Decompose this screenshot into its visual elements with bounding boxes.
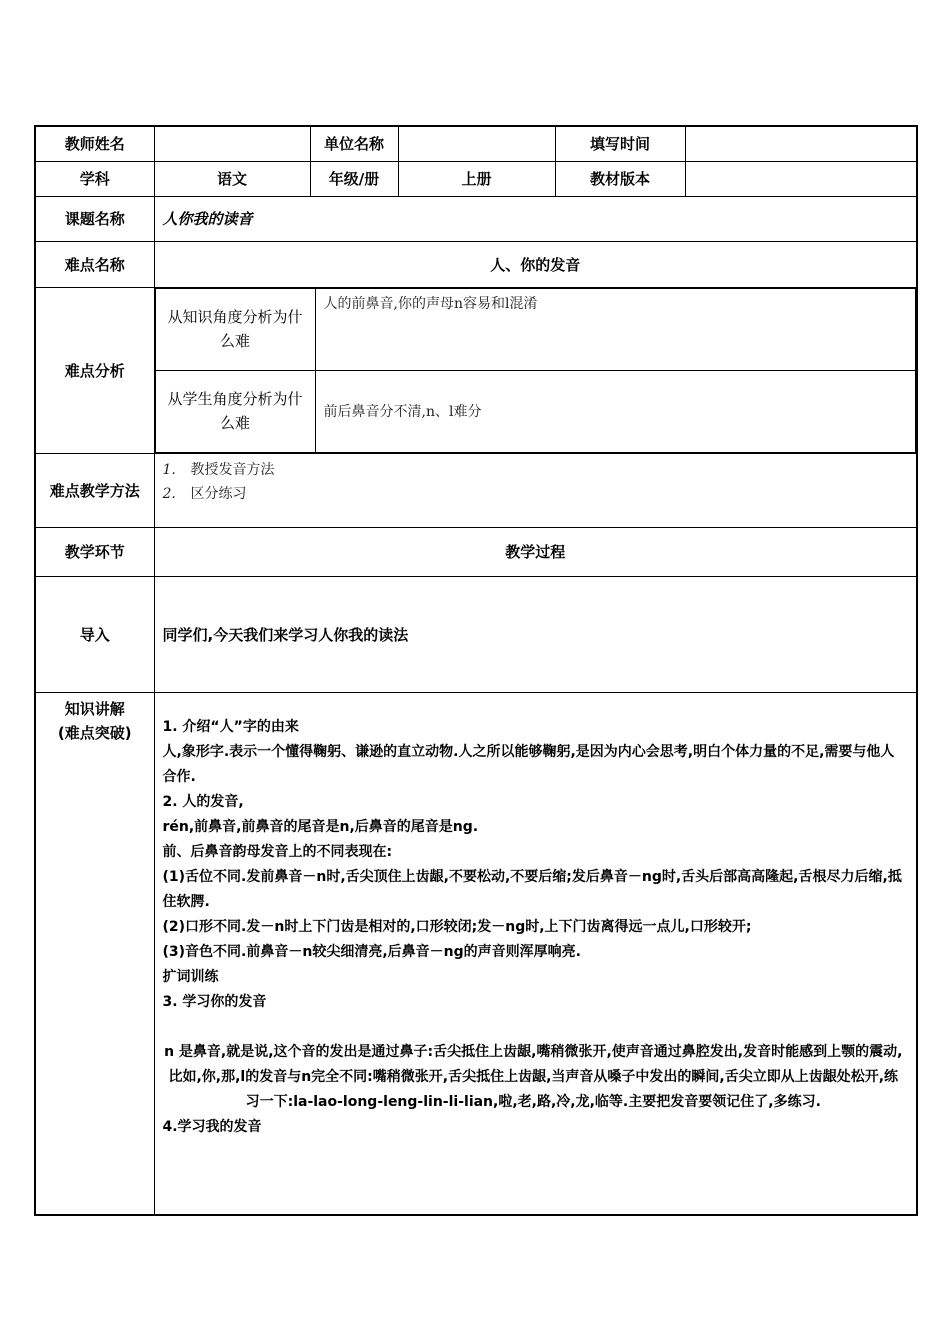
lesson-plan-page: [34, 125, 916, 1216]
edition-label: 教材版本: [555, 161, 685, 196]
subject-value: 语文: [154, 161, 310, 196]
analysis-label: 难点分析: [35, 287, 154, 453]
lecture-line: 前、后鼻音韵母发音上的不同表现在:: [162, 843, 393, 860]
lecture-last-line: 4.学习我的发音: [162, 1118, 262, 1135]
header-row-2: [35, 161, 917, 196]
date-label: 填写时间: [555, 126, 685, 161]
lecture-content: [155, 693, 917, 1150]
lecture-row: [35, 692, 917, 1215]
analysis-row: [35, 287, 917, 453]
method-row: [35, 453, 917, 527]
knowledge-analysis-label: 从知识角度分析为什么难: [155, 288, 315, 370]
difficulty-row: [35, 241, 917, 287]
unit-value: [398, 126, 555, 161]
lecture-line: 3. 学习你的发音: [162, 993, 267, 1010]
method-item: 1. 教授发音方法: [162, 461, 275, 478]
edition-value: [685, 161, 917, 196]
intro-label: 导入: [35, 576, 154, 692]
lecture-line: 人,象形字.表示一个懂得鞠躬、谦逊的直立动物.人之所以能够鞠躬,是因为内心会思考,明白个体力量的不足,需要与他人合作.: [162, 743, 895, 785]
process-header: 教学过程: [154, 527, 917, 576]
method-item: 2. 区分练习: [162, 485, 247, 502]
header-row-1: [35, 126, 917, 161]
intro-text: 同学们,今天我们来学习人你我的读法: [154, 576, 917, 692]
topic-value: 人你我的读音: [154, 196, 917, 241]
difficulty-value: 人、你的发音: [154, 241, 917, 287]
method-list: [155, 454, 917, 506]
lecture-line: rén,前鼻音,前鼻音的尾音是n,后鼻音的尾音是ng.: [162, 818, 479, 835]
subject-label: 学科: [35, 161, 154, 196]
student-analysis-label: 从学生角度分析为什么难: [155, 370, 315, 452]
spacer: [163, 1015, 905, 1040]
unit-label: 单位名称: [310, 126, 398, 161]
teacher-label: 教师姓名: [35, 126, 154, 161]
stage-header: 教学环节: [35, 527, 154, 576]
lecture-line: (1)舌位不同.发前鼻音－n时,舌尖顶住上齿龈,不要松动,不要后缩;发后鼻音－ng时,舌头后部高高隆起,舌根尽力后缩,抵住软腭.: [162, 868, 902, 910]
knowledge-analysis-value: 人的前鼻音,你的声母n容易和l混淆: [315, 288, 916, 370]
grade-label: 年级/册: [310, 161, 398, 196]
lecture-line: 扩词训练: [162, 968, 219, 985]
topic-row: [35, 196, 917, 241]
intro-row: [35, 576, 917, 692]
lecture-line: 2. 人的发音,: [162, 793, 244, 810]
difficulty-label: 难点名称: [35, 241, 154, 287]
method-label: 难点教学方法: [35, 453, 154, 527]
analysis-subtable: [155, 288, 917, 453]
lecture-line: (2)口形不同.发－n时上下门齿是相对的,口形较闭;发－ng时,上下门齿离得远一点儿,口形较开;: [162, 918, 752, 935]
n-pronunciation-paragraph: n 是鼻音,就是说,这个音的发出是通过鼻子:舌尖抵住上齿龈,嘴稍微张开,使声音通过鼻腔发出,发音时能感到上颚的震动,比如,你,那,l的发音与n完全不同:嘴稍微张开,舌尖抵住上齿龈,当声音从嗓子中发出的瞬间,舌尖立即从上齿龈处松开,练习一下:la-lao-long-leng-lin-li-lian,啦,老,路,冷,龙,临等.主要把发音要领记住了,多练习.: [164, 1043, 903, 1110]
lecture-label-line2: (难点突破): [57, 723, 132, 742]
lecture-line: (3)音色不同.前鼻音－n较尖细清亮,后鼻音－ng的声音则浑厚响亮.: [162, 943, 581, 960]
teacher-value: [154, 126, 310, 161]
lecture-line: 1. 介绍“人”字的由来: [162, 718, 299, 735]
lecture-label-line1: 知识讲解: [64, 699, 125, 718]
grade-value: 上册: [398, 161, 555, 196]
topic-label: 课题名称: [35, 196, 154, 241]
process-header-row: [35, 527, 917, 576]
lesson-plan-table: [34, 125, 918, 1216]
date-value: [685, 126, 917, 161]
student-analysis-value: 前后鼻音分不清,n、l难分: [315, 370, 916, 452]
